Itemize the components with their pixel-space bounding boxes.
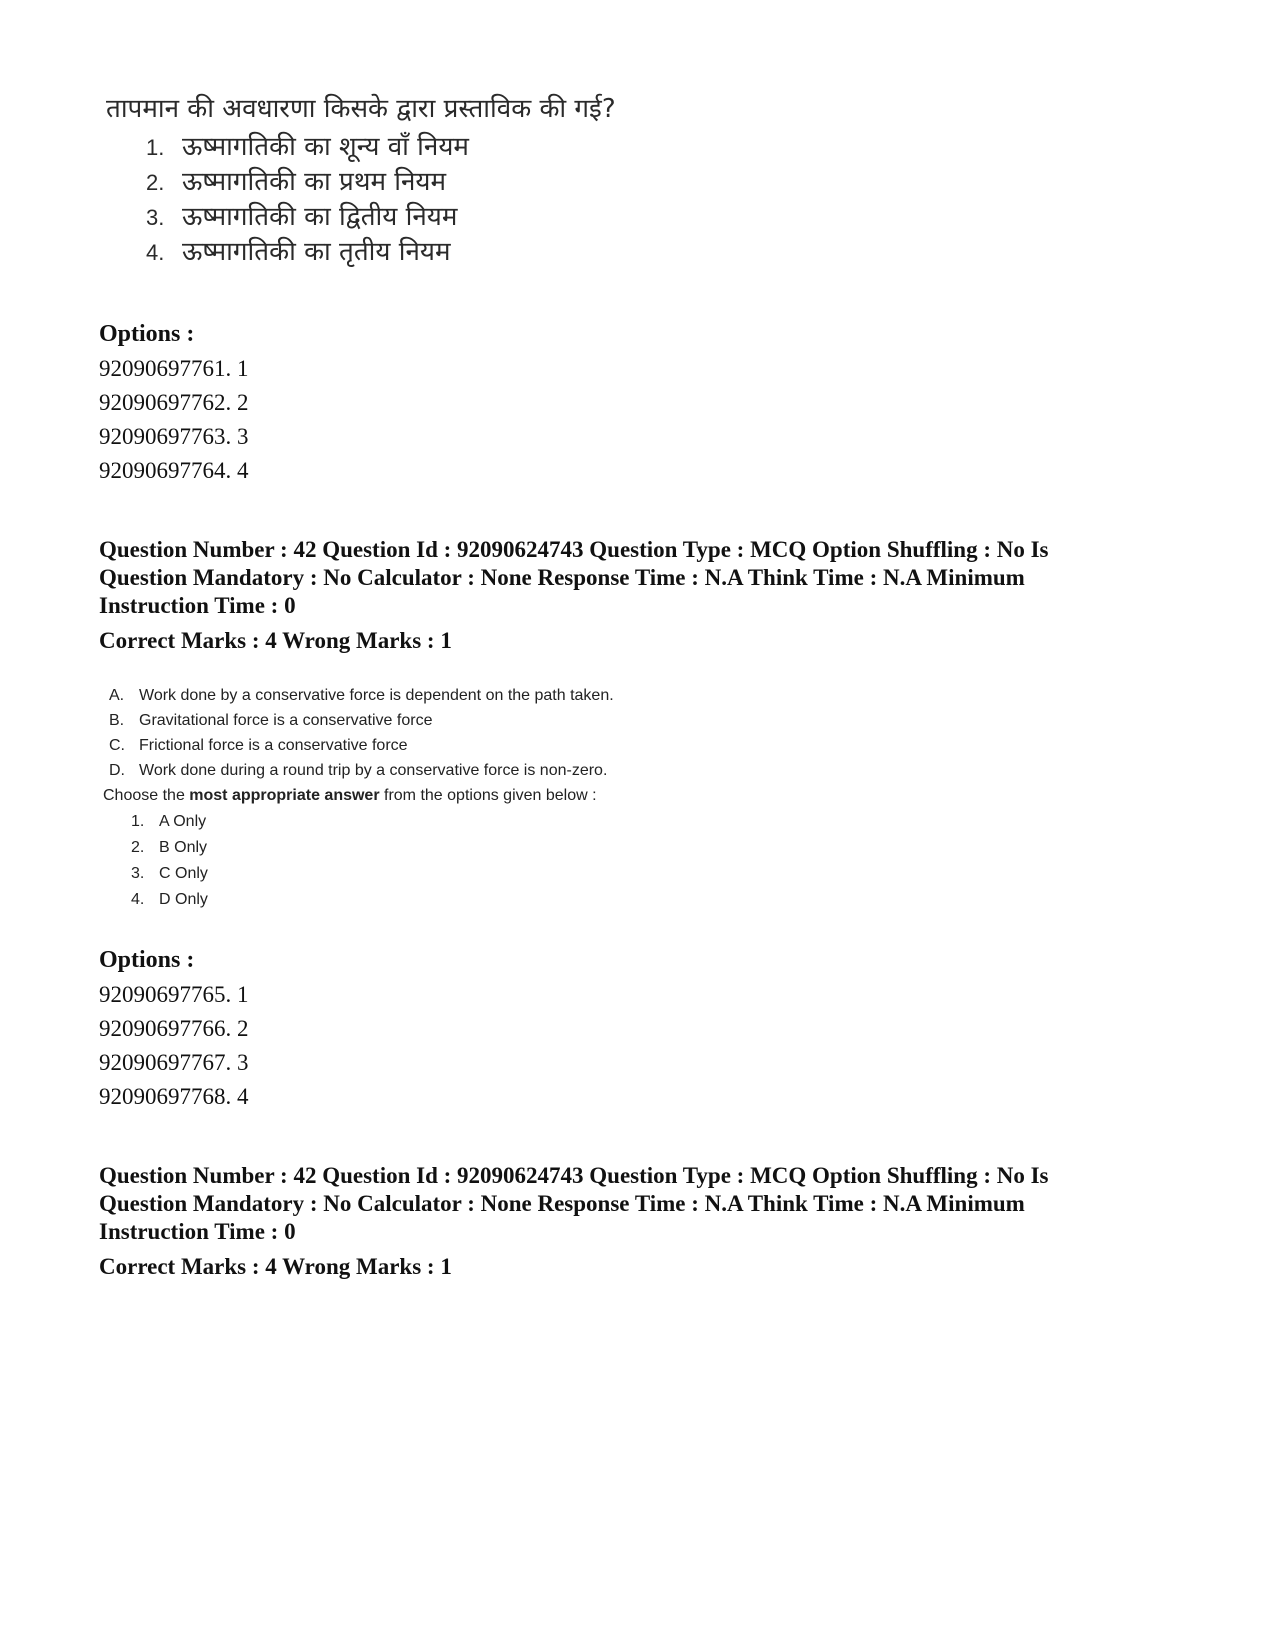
choice-text: C Only — [159, 865, 208, 882]
choice-item — [131, 835, 683, 861]
option-item: 92090697766. 2 — [99, 1016, 249, 1041]
marks-line: Correct Marks : 4 Wrong Marks : 1 — [99, 628, 452, 653]
statement-item — [103, 733, 683, 758]
statement-letter: A. — [109, 687, 125, 704]
choice-number: 3. — [131, 865, 145, 882]
list-item — [146, 200, 666, 235]
statement-text: Work done by a conservative force is dependent on the path taken. — [139, 687, 614, 704]
meta-line: Question Mandatory : No Calculator : None Response Time : N.A Think Time : N.A Minimum — [99, 565, 1025, 590]
option-item: 92090697764. 4 — [99, 458, 249, 483]
meta-line: Instruction Time : 0 — [99, 593, 296, 618]
question-41-text: तापमान की अवधारणा किसके द्वारा प्रस्ताविक की गई? — [106, 94, 616, 124]
option-item: 92090697762. 2 — [99, 390, 249, 415]
list-item — [146, 130, 666, 165]
choice-item — [131, 887, 683, 913]
choose-suffix: from the options given below : — [379, 787, 597, 804]
statement-item — [103, 708, 683, 733]
statement-item — [103, 758, 683, 783]
option-item: 92090697763. 3 — [99, 424, 249, 449]
item-text: ऊष्मागतिकी का तृतीय नियम — [182, 237, 451, 267]
choice-item — [131, 861, 683, 887]
statement-text: Frictional force is a conservative force — [139, 737, 408, 754]
question-42-meta-repeat — [99, 1162, 1179, 1281]
statement-letter: D. — [109, 762, 125, 779]
item-number: 1. — [146, 135, 165, 160]
meta-line: Question Number : 42 Question Id : 92090624743 Question Type : MCQ Option Shuffling : No Is — [99, 1163, 1049, 1188]
choose-instruction — [103, 783, 683, 809]
statement-letter: C. — [109, 737, 125, 754]
choose-emphasis: most appropriate answer — [189, 787, 380, 804]
marks-line: Correct Marks : 4 Wrong Marks : 1 — [99, 1254, 452, 1279]
option-item: 92090697767. 3 — [99, 1050, 249, 1075]
item-number: 4. — [146, 240, 165, 265]
question-41-items — [146, 130, 666, 270]
choose-prefix: Choose the — [103, 787, 190, 804]
item-text: ऊष्मागतिकी का प्रथम नियम — [182, 167, 447, 197]
meta-line: Question Number : 42 Question Id : 92090624743 Question Type : MCQ Option Shuffling : No Is — [99, 537, 1049, 562]
statement-letter: B. — [109, 712, 125, 729]
options-heading: Options : — [99, 321, 195, 347]
item-number: 3. — [146, 205, 165, 230]
statements-list — [103, 683, 683, 783]
choice-number: 2. — [131, 839, 145, 856]
question-42-options — [99, 944, 249, 1114]
question-42-meta — [99, 536, 1179, 655]
question-42-image — [103, 683, 683, 913]
item-text: ऊष्मागतिकी का शून्य वाँ नियम — [182, 132, 469, 162]
choice-number: 1. — [131, 813, 145, 830]
options-heading: Options : — [99, 947, 195, 973]
option-item: 92090697768. 4 — [99, 1084, 249, 1109]
option-item: 92090697765. 1 — [99, 982, 249, 1007]
question-41-image — [106, 92, 666, 270]
meta-line: Question Mandatory : No Calculator : None Response Time : N.A Think Time : N.A Minimum — [99, 1191, 1025, 1216]
statement-item — [103, 683, 683, 708]
item-number: 2. — [146, 170, 165, 195]
choice-item — [131, 809, 683, 835]
choice-number: 4. — [131, 891, 145, 908]
question-41-options — [99, 318, 249, 488]
choice-text: A Only — [159, 813, 207, 830]
meta-line: Instruction Time : 0 — [99, 1219, 296, 1244]
list-item — [146, 165, 666, 200]
list-item — [146, 235, 666, 270]
option-item: 92090697761. 1 — [99, 356, 249, 381]
statement-text: Gravitational force is a conservative force — [139, 712, 433, 729]
choice-text: D Only — [159, 891, 208, 908]
options-list — [99, 978, 249, 1114]
statement-text: Work done during a round trip by a conservative force is non-zero. — [139, 762, 608, 779]
choices-list — [131, 809, 683, 913]
item-text: ऊष्मागतिकी का द्वितीय नियम — [182, 202, 458, 232]
options-list — [99, 352, 249, 488]
choice-text: B Only — [159, 839, 208, 856]
